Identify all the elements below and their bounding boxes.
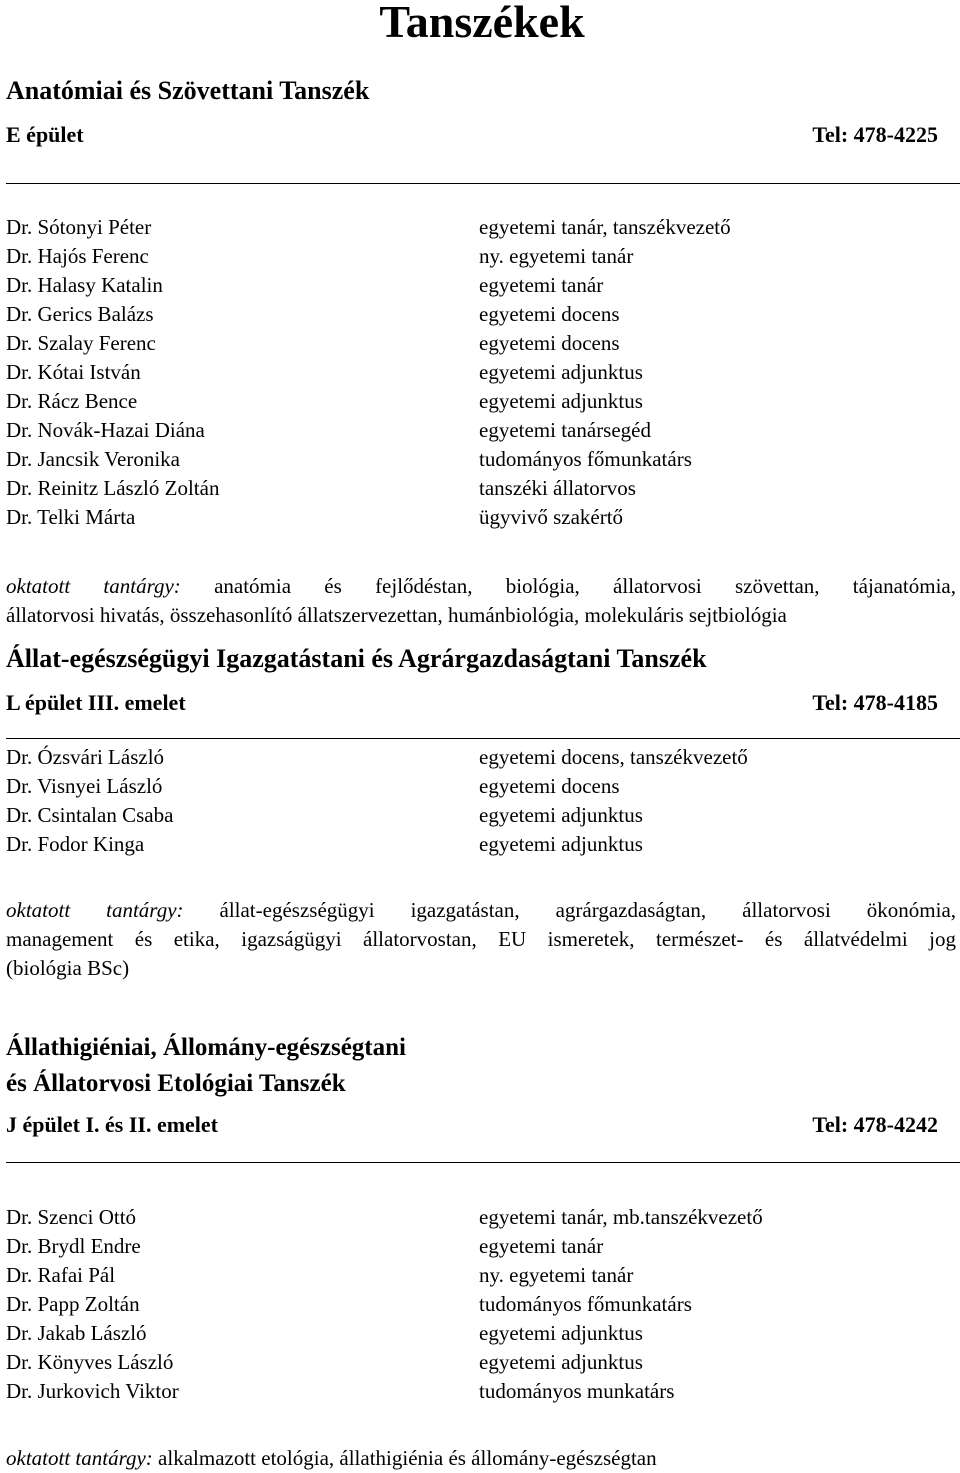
- staff-row: [6, 329, 938, 358]
- staff-row: [6, 1232, 938, 1261]
- staff-role: ügyvivő szakértő: [479, 505, 624, 529]
- staff-row: [6, 503, 938, 532]
- staff-name: Dr. Fodor Kinga: [6, 832, 145, 856]
- divider: [6, 1162, 960, 1163]
- subjects-text: management és etika, igazságügyi állatorvostan, EU ismeretek, természet- és állatvédelmi jog: [6, 927, 956, 951]
- staff-name: Dr. Sótonyi Péter: [6, 215, 152, 239]
- staff-row: [6, 1348, 938, 1377]
- subjects-label: oktatott tantárgy:: [6, 1446, 153, 1470]
- subjects-text: alkalmazott etológia, állathigiénia és állomány-egészségtan: [158, 1446, 657, 1470]
- subjects-paragraph: [6, 572, 956, 630]
- staff-role: egyetemi adjunktus: [479, 389, 643, 413]
- staff-row: [6, 772, 938, 801]
- staff-row: [6, 358, 938, 387]
- phone-number: Tel: 478-4185: [812, 690, 938, 715]
- staff-row: [6, 1319, 938, 1348]
- staff-role: egyetemi tanár: [479, 1234, 604, 1258]
- staff-row: [6, 445, 938, 474]
- department-location-row: [6, 120, 938, 150]
- staff-name: Dr. Reinitz László Zoltán: [6, 476, 220, 500]
- department-location-row: [6, 688, 938, 718]
- staff-name: Dr. Brydl Endre: [6, 1234, 141, 1258]
- staff-name: Dr. Jurkovich Viktor: [6, 1379, 179, 1403]
- staff-role: egyetemi docens: [479, 331, 620, 355]
- subjects-text: anatómia és fejlődéstan, biológia, állatorvosi szövettan, tájanatómia,: [214, 574, 956, 598]
- subjects-paragraph: [6, 896, 956, 983]
- staff-name: Dr. Jakab László: [6, 1321, 147, 1345]
- staff-name: Dr. Novák-Hazai Diána: [6, 418, 205, 442]
- staff-role: egyetemi adjunktus: [479, 803, 643, 827]
- staff-row: [6, 242, 938, 271]
- subjects-label: oktatott tantárgy:: [6, 898, 184, 922]
- staff-role: egyetemi tanár, tanszékvezető: [479, 215, 731, 239]
- staff-role: tanszéki állatorvos: [479, 476, 636, 500]
- staff-role: egyetemi tanár: [479, 273, 604, 297]
- staff-name: Dr. Csintalan Csaba: [6, 803, 174, 827]
- staff-row: [6, 387, 938, 416]
- staff-role: egyetemi tanár, mb.tanszékvezető: [479, 1205, 763, 1229]
- building-label: E épület: [6, 122, 84, 147]
- staff-row: [6, 474, 938, 503]
- staff-row: [6, 1377, 938, 1406]
- staff-name: Dr. Hajós Ferenc: [6, 244, 149, 268]
- staff-row: [6, 271, 938, 300]
- building-label: L épület III. emelet: [6, 690, 186, 715]
- staff-role: tudományos munkatárs: [479, 1379, 675, 1403]
- department-location-row: [6, 1110, 938, 1140]
- department-title: Állat-egészségügyi Igazgatástani és Agrárgazdaságtani Tanszék: [6, 644, 707, 673]
- staff-role: egyetemi tanársegéd: [479, 418, 651, 442]
- staff-list: [6, 213, 938, 532]
- department-anatomy: [6, 73, 938, 109]
- staff-name: Dr. Rafai Pál: [6, 1263, 116, 1287]
- staff-role: egyetemi adjunktus: [479, 832, 643, 856]
- department-title-line-1: Állathigiéniai, Állomány-egészségtani: [6, 1034, 406, 1061]
- staff-name: Dr. Telki Márta: [6, 505, 136, 529]
- staff-list: [6, 1203, 938, 1406]
- staff-role: egyetemi adjunktus: [479, 1321, 643, 1345]
- staff-name: Dr. Kótai István: [6, 360, 141, 384]
- page-title: Tanszékek: [379, 0, 585, 47]
- staff-role: tudományos főmunkatárs: [479, 1292, 692, 1316]
- building-label: J épület I. és II. emelet: [6, 1112, 219, 1137]
- staff-row: [6, 801, 938, 830]
- divider: [6, 738, 960, 739]
- department-title: Anatómiai és Szövettani Tanszék: [6, 76, 370, 105]
- phone-number: Tel: 478-4225: [812, 122, 938, 147]
- staff-role: egyetemi adjunktus: [479, 360, 643, 384]
- staff-row: [6, 213, 938, 242]
- staff-row: [6, 1261, 938, 1290]
- staff-list: [6, 743, 938, 859]
- staff-role: egyetemi docens: [479, 774, 620, 798]
- staff-name: Dr. Szalay Ferenc: [6, 331, 156, 355]
- staff-row: [6, 1290, 938, 1319]
- staff-row: [6, 300, 938, 329]
- subjects-text: állatorvosi hivatás, összehasonlító állatszervezettan, humánbiológia, molekuláris sejtbiológia: [6, 603, 787, 627]
- staff-row: [6, 743, 938, 772]
- staff-role: tudományos főmunkatárs: [479, 447, 692, 471]
- subjects-text: állat-egészségügyi igazgatástan, agrárgazdaságtan, állatorvosi ökonómia,: [219, 898, 957, 922]
- staff-name: Dr. Ózsvári László: [6, 745, 165, 769]
- staff-role: egyetemi adjunktus: [479, 1350, 643, 1374]
- staff-role: ny. egyetemi tanár: [479, 244, 634, 268]
- staff-name: Dr. Jancsik Veronika: [6, 447, 180, 471]
- staff-row: [6, 1203, 938, 1232]
- phone-number: Tel: 478-4242: [812, 1112, 938, 1137]
- staff-role: egyetemi docens, tanszékvezető: [479, 745, 748, 769]
- staff-name: Dr. Gerics Balázs: [6, 302, 154, 326]
- department-administration: [6, 641, 938, 677]
- staff-name: Dr. Szenci Ottó: [6, 1205, 137, 1229]
- subjects-label: oktatott tantárgy:: [6, 574, 181, 598]
- staff-role: ny. egyetemi tanár: [479, 1263, 634, 1287]
- staff-row: [6, 830, 938, 859]
- subjects-text: (biológia BSc): [6, 956, 130, 980]
- staff-row: [6, 416, 938, 445]
- staff-name: Dr. Halasy Katalin: [6, 273, 163, 297]
- staff-name: Dr. Visnyei László: [6, 774, 163, 798]
- department-hygiene: [6, 1030, 938, 1102]
- divider: [6, 183, 960, 184]
- department-title-line-2: és Állatorvosi Etológiai Tanszék: [6, 1070, 346, 1097]
- staff-name: Dr. Rácz Bence: [6, 389, 138, 413]
- subjects-paragraph: [6, 1444, 956, 1473]
- staff-role: egyetemi docens: [479, 302, 620, 326]
- staff-name: Dr. Könyves László: [6, 1350, 174, 1374]
- staff-name: Dr. Papp Zoltán: [6, 1292, 140, 1316]
